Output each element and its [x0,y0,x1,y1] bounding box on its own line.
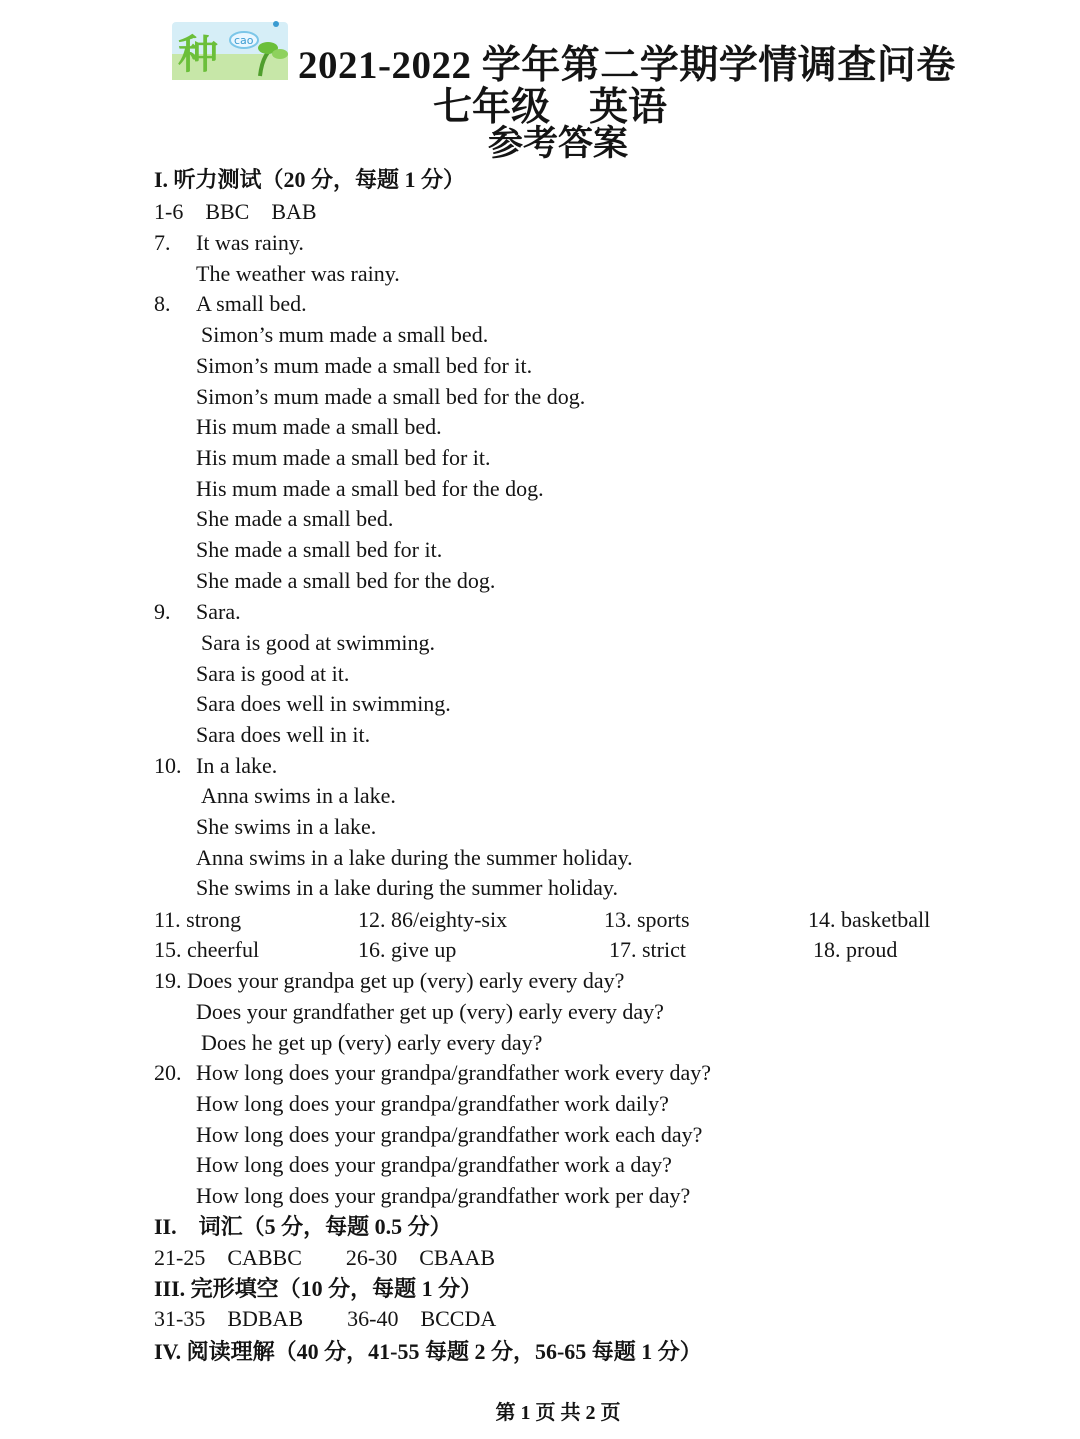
answer-1-6: 1-6 BBC BAB [154,199,317,224]
answer-key-title: 参考答案 [487,124,628,163]
answer-line: Anna swims in a lake during the summer holiday. [196,845,633,870]
section-heading-cloze: III. 完形填空（10 分，每题 1 分） [154,1276,483,1301]
question-number: 10. [154,753,182,778]
page-number: 第 1 页 共 2 页 [495,1402,621,1424]
answer-14: 14. basketball [808,907,931,932]
answer-line: His mum made a small bed for it. [196,445,491,470]
answer-16: 16. give up [358,937,457,962]
exam-title: 2021-2022 学年第二学期学情调查问卷 [298,44,956,87]
answer-line: She made a small bed. [196,506,394,531]
answer-line: Simon’s mum made a small bed for it. [196,353,533,378]
answer-18: 18. proud [813,937,898,962]
answer-line: Sara is good at it. [196,661,350,686]
answer-11: 11. strong [154,907,242,932]
question-number: 7. [154,230,171,255]
question-number: 9. [154,599,171,624]
answer-line: Anna swims in a lake. [201,783,396,808]
answer-line: Does your grandfather get up (very) early every day? [196,999,664,1024]
answer-line: His mum made a small bed for the dog. [196,476,544,501]
section-heading-reading: IV. 阅读理解（40 分，41-55 每题 2 分，56-65 每题 1 分） [154,1339,702,1364]
answer-line: Sara is good at swimming. [201,630,436,655]
answer-21-30: 21-25 CABBC 26-30 CBAAB [154,1245,496,1270]
answer-15: 15. cheerful [154,937,260,962]
answer-line: Does he get up (very) early every day? [201,1030,543,1055]
answer-line: How long does your grandpa/grandfather work each day? [196,1122,703,1147]
answer-line: She swims in a lake during the summer holiday. [196,875,619,900]
answer-line: 19. Does your grandpa get up (very) early every day? [154,968,625,993]
answer-line: It was rainy. [196,230,304,255]
question-number: 8. [154,291,171,316]
answer-line: A small bed. [196,291,307,316]
section-heading-listening: I. 听力测试（20 分，每题 1 分） [154,167,466,192]
section-heading-vocabulary: II. 词汇（5 分，每题 0.5 分） [154,1214,452,1239]
answer-line: How long does your grandpa/grandfather work per day? [196,1183,691,1208]
answer-line: How long does your grandpa/grandfather work every day? [196,1060,711,1085]
answer-line: She made a small bed for the dog. [196,568,496,593]
answer-line: Simon’s mum made a small bed for the dog. [196,384,586,409]
answer-line: How long does your grandpa/grandfather work daily? [196,1091,669,1116]
answer-line: In a lake. [196,753,278,778]
answer-17: 17. strict [609,937,686,962]
svg-text:种: 种 [178,32,218,78]
answer-12: 12. 86/eighty-six [358,907,508,932]
answer-line: Sara does well in it. [196,722,371,747]
answer-line: How long does your grandpa/grandfather work a day? [196,1152,672,1177]
answer-13: 13. sports [604,907,690,932]
answer-line: Simon’s mum made a small bed. [201,322,489,347]
answer-line: Sara does well in swimming. [196,691,451,716]
answer-line: The weather was rainy. [196,261,400,286]
answer-31-40: 31-35 BDBAB 36-40 BCCDA [154,1306,497,1331]
answer-line: Sara. [196,599,241,624]
answer-line: She swims in a lake. [196,814,377,839]
answer-line: His mum made a small bed. [196,414,442,439]
answer-line: She made a small bed for it. [196,537,443,562]
grade-subject: 七年级 英语 [432,86,667,129]
question-number: 20. [154,1060,182,1085]
svg-text:cao: cao [234,34,254,47]
